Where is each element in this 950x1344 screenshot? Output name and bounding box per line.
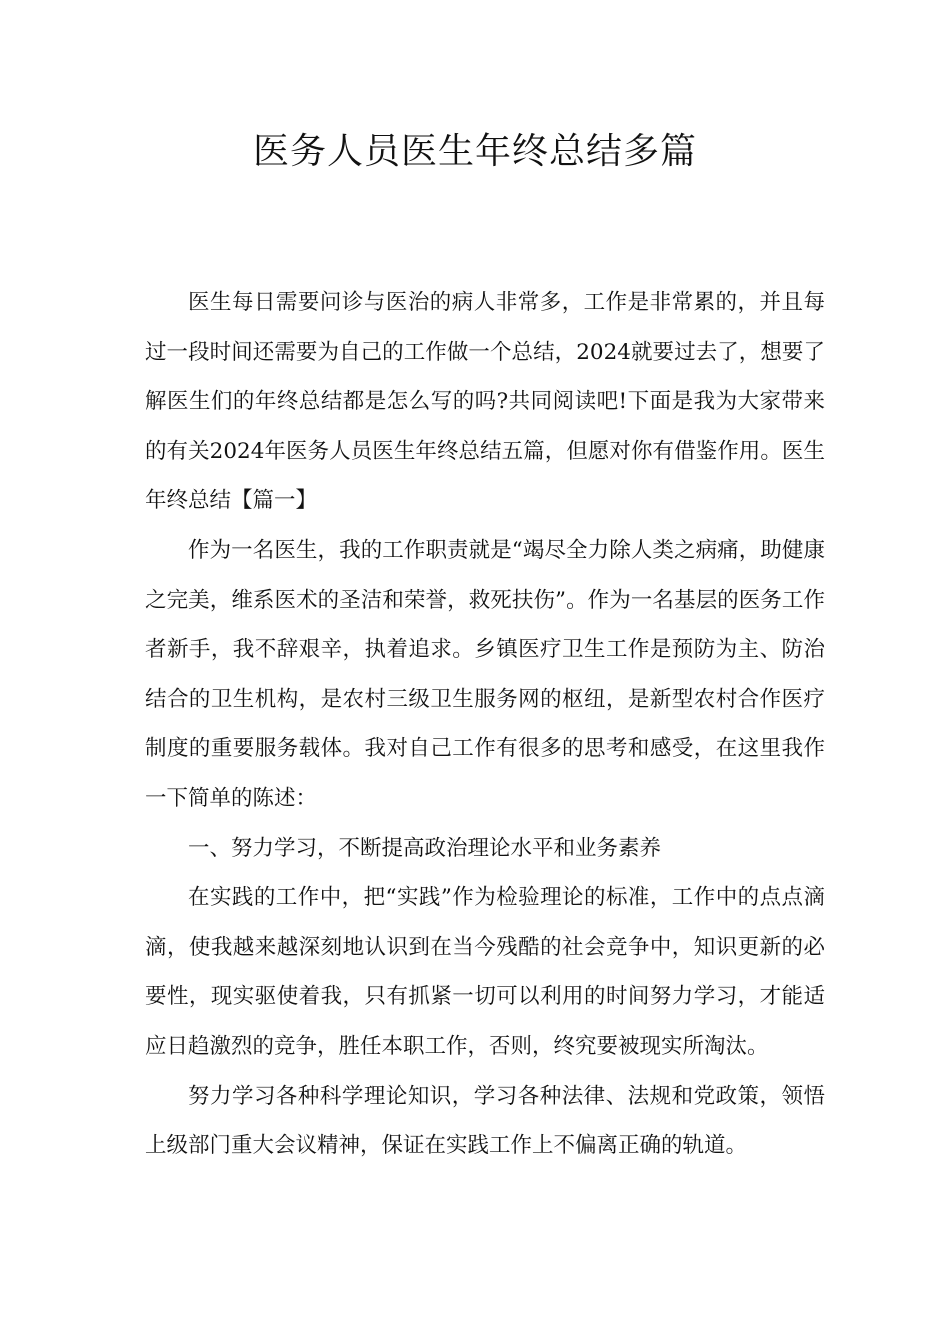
paragraph-practice: 在实践的工作中，把“实践”作为检验理论的标准，工作中的点点滴滴，使我越来越深刻地认识到在当今残酷的社会竞争中，知识更新的必要性，现实驱使着我，只有抓紧一切可以利用的时间努力学习，才能适应日趋激烈的竞争，胜任本职工作，否则，终究要被现实所淘汰。 — [145, 885, 825, 1059]
section-heading-study: 一、努力学习，不断提高政治理论水平和业务素养 — [188, 835, 662, 861]
document-body — [145, 278, 825, 1171]
paragraph-intro: 医生每日需要问诊与医治的病人非常多，工作是非常累的，并且每过一段时间还需要为自己的工作做一个总结，2024就要过去了，想要了解医生们的年终总结都是怎么写的吗?共同阅读吧!下面是我为大家带来的有关2024年医务人员医生年终总结五篇，但愿对你有借鉴作用。医生年终总结【篇一】 — [145, 290, 825, 514]
document-title: 医务人员医生年终总结多篇 — [252, 131, 697, 172]
paragraph-theory: 努力学习各种科学理论知识，学习各种法律、法规和党政策，领悟上级部门重大会议精神，保证在实践工作上不偏离正确的轨道。 — [145, 1083, 825, 1159]
paragraph-duty: 作为一名医生，我的工作职责就是“竭尽全力除人类之病痛，助健康之完美，维系医术的圣洁和荣誉，救死扶伤”。作为一名基层的医务工作者新手，我不辞艰辛，执着追求。乡镇医疗卫生工作是预防为主、防治结合的卫生机构，是农村三级卫生服务网的枢纽，是新型农村合作医疗制度的重要服务载体。我对自己工作有很多的思考和感受，在这里我作一下简单的陈述： — [145, 537, 825, 811]
